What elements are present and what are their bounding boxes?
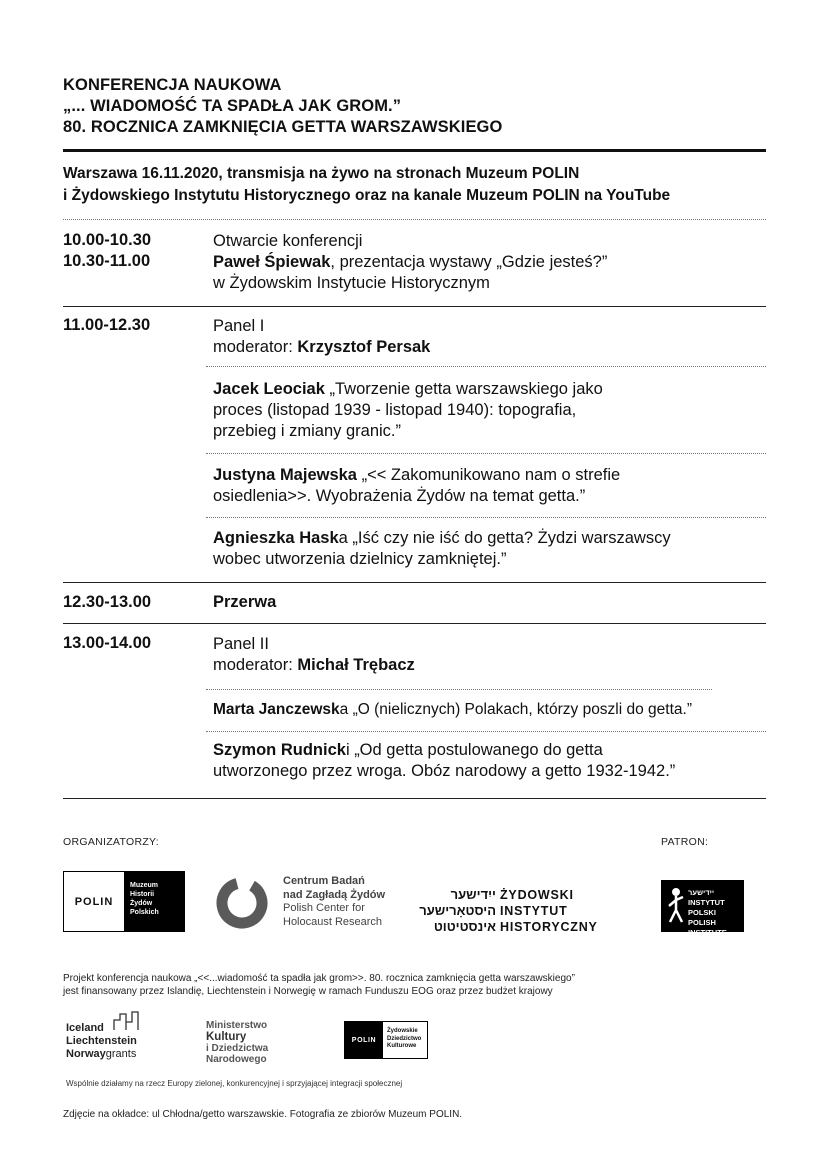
instytut-polski-logo: ייִדישער INSTYTUT POLSKI POLISH INSTITUTE	[661, 880, 744, 932]
norway-grants-icon	[112, 1010, 142, 1032]
cbzz-ring-icon	[214, 875, 270, 931]
zih-yiddish-text: ייִדישער היסטאָרישער אינסטיטוט	[419, 887, 496, 934]
talk-majewska: Justyna Majewska „<< Zakomunikowano nam o strefie osiedlenia>>. Wyobrażenia Żydów na temat getta.”	[213, 466, 621, 505]
speaker-name: Marta Janczewsk	[213, 701, 340, 718]
dotted-divider	[206, 517, 766, 518]
talk-rudnicki: Szymon Rudnicki „Od getta postulowanego do getta utworzonego przez wroga. Obóz narodowy a getto 1932-1942.”	[213, 741, 676, 780]
section-divider	[63, 582, 766, 583]
cbzz-logo-text: Centrum Badań nad Zagładą Żydów Polish Center for Holocaust Research	[283, 875, 386, 928]
dotted-divider	[206, 453, 766, 454]
section-divider	[63, 306, 766, 307]
conference-title: „... WIADOMOŚĆ TA SPADŁA JAK GROM.”	[63, 97, 402, 115]
dotted-divider	[63, 219, 766, 220]
speaker-name: Agnieszka Hask	[213, 529, 339, 547]
funding-line1: Projekt konferencja naukowa „<<...wiadomość ta spadła jak grom>>. 80. rocznica zamknięcia getta warszawskiego”	[63, 973, 575, 984]
dotted-divider	[206, 366, 766, 367]
time-slot: 11.00-12.30	[63, 316, 151, 334]
eea-slogan: Wspólnie działamy na rzecz Europy zielonej, konkurencyjnej i sprzyjającej integracji społecznej	[66, 1079, 403, 1088]
header-divider	[63, 149, 766, 152]
time-slot: 13.00-14.00	[63, 634, 152, 652]
section-divider	[63, 623, 766, 624]
time-slot: 12.30-13.00	[63, 593, 152, 611]
funding-line2: jest finansowany przez Islandię, Liechtenstein i Norwegię w ramach Funduszu EOG oraz przez budżet krajowy	[63, 986, 553, 997]
talk-haska: Agnieszka Haska „Iść czy nie iść do getta? Żydzi warszawscy wobec utworzenia dzielnicy zamkniętej.”	[213, 529, 671, 568]
speaker-name: Jacek Leociak	[213, 380, 325, 398]
speaker-name: Justyna Majewska	[213, 466, 357, 484]
dotted-divider	[206, 689, 712, 690]
time-slot: 10.00-10.30	[63, 231, 152, 249]
moderator-name: Michał Trębacz	[297, 656, 415, 674]
section-divider	[63, 798, 766, 799]
conference-type: KONFERENCJA NAUKOWA	[63, 76, 282, 94]
moderator-name: Krzysztof Persak	[297, 338, 431, 356]
ministry-culture-logo: Ministerstwo Kultury i Dziedzictwa Narodowego	[206, 1020, 269, 1065]
agenda-item-opening: Otwarcie konferencji Paweł Śpiewak, prezentacja wystawy „Gdzie jesteś?” w Żydowskim Instytucie Historycznym	[213, 232, 608, 292]
norway-grants-logo: Iceland Liechtenstein Norwaygrants	[66, 1022, 137, 1060]
zih-logo-text: ŻYDOWSKI INSTYTUT HISTORYCZNY	[500, 888, 598, 934]
dotted-divider	[206, 731, 766, 732]
figure-icon	[667, 886, 685, 926]
event-info-line1: Warszawa 16.11.2020, transmisja na żywo na stronach Muzeum POLIN	[63, 165, 580, 182]
talk-leociak: Jacek Leociak „Tworzenie getta warszawskiego jako proces (listopad 1939 - listopad 1940): topografia, przebieg i zmiany granic.”	[213, 380, 603, 440]
event-info-line2: i Żydowskiego Instytutu Historycznego oraz na kanale Muzeum POLIN na YouTube	[63, 187, 671, 204]
organizers-label: ORGANIZATORZY:	[63, 836, 159, 848]
time-slot: 10.30-11.00	[63, 252, 151, 270]
polin-heritage-logo: POLIN Żydowskie Dziedzictwo Kulturowe	[344, 1021, 428, 1059]
speaker-name: Paweł Śpiewak	[213, 253, 331, 271]
talk-janczewska: Marta Janczewska „O (nielicznych) Polakach, którzy poszli do getta.”	[213, 701, 692, 718]
photo-credit: Zdjęcie na okładce: ul Chłodna/getto warszawskie. Fotografia ze zbiorów Muzeum POLIN.	[63, 1109, 463, 1120]
agenda-item-break: Przerwa	[213, 593, 277, 611]
agenda-item-panel1: Panel I moderator: Krzysztof Persak	[213, 317, 431, 356]
conference-subtitle: 80. ROCZNICA ZAMKNIĘCIA GETTA WARSZAWSKIEGO	[63, 118, 503, 136]
patron-label: PATRON:	[661, 836, 709, 848]
polin-museum-logo: POLIN Muzeum Historii Żydów Polskich	[63, 871, 185, 932]
speaker-name: Szymon Rudnick	[213, 741, 346, 759]
agenda-item-panel2: Panel II moderator: Michał Trębacz	[213, 635, 415, 674]
